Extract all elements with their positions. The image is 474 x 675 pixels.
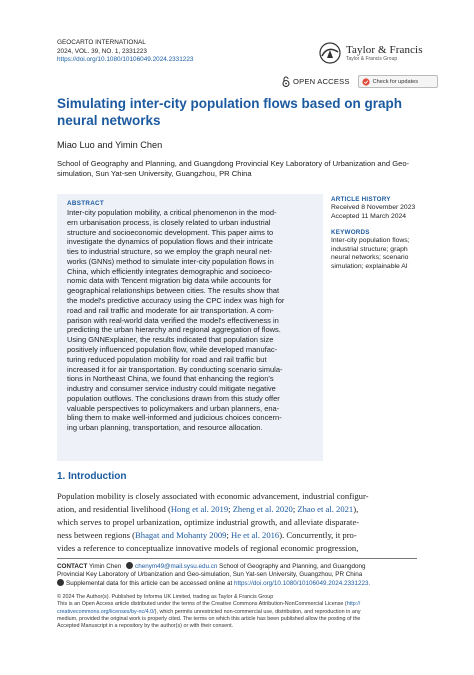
keywords-line: simulation; explainable AI bbox=[331, 262, 408, 270]
supplemental-line: Supplemental data for this article can be accessed online at https://doi.org/10.1080/10106049.2024.2331223. bbox=[57, 579, 429, 588]
article-title: Simulating inter-city population flows based on graph neural networks bbox=[57, 96, 403, 128]
license-line: creativecommons.org/licenses/by-nc/4.0/), which permits unrestricted non-commercial use, distribution, and reproduction in any bbox=[57, 608, 361, 615]
citation-link[interactable]: Hong et al. 2019 bbox=[170, 504, 229, 515]
abstract-line: bling them to make well-informed and judicious choices concern- bbox=[67, 413, 282, 423]
contact-address-b: Provincial Key Laboratory of Urbanization and Geo-simulation, Sun Yat-sen University, Guangzhou, PR China bbox=[57, 571, 363, 579]
abstract-line: industry and consumer service industry could mitigate negative bbox=[67, 384, 276, 394]
citation-link[interactable]: He et al. 2016 bbox=[231, 530, 280, 541]
intro-line: ation, and residential livelihood (Hong et al. 2019; Zheng et al. 2020; Zhao et al. 2021), bbox=[57, 504, 359, 515]
article-sidebar bbox=[331, 196, 431, 271]
license-link[interactable]: creativecommons.org/licenses/by-nc/4.0/ bbox=[57, 608, 155, 615]
abstract-line: ern urbanisation process, is closely related to urban industrial bbox=[67, 217, 271, 227]
article-doi-link[interactable]: https://doi.org/10.1080/10106049.2024.2331223 bbox=[57, 56, 194, 64]
abstract-line: positively influenced population flow, while developed manufac- bbox=[67, 344, 278, 354]
citation-link[interactable]: Bhagat and Mohanty 2009 bbox=[135, 530, 227, 541]
publisher-logo-block bbox=[318, 42, 423, 64]
abstract-line: tions in Northeast China, we found that enhancing the region's bbox=[67, 374, 274, 384]
article-authors: Miao Luo and Yimin Chen bbox=[57, 140, 163, 150]
license-link[interactable]: http:// bbox=[346, 601, 361, 608]
abstract-line: nomic data with Tencent migration big data while accounts for bbox=[67, 276, 272, 286]
contact-block bbox=[57, 562, 429, 589]
introduction-heading: 1. Introduction bbox=[57, 471, 127, 482]
contact-email-link[interactable]: chenym49@mail.sysu.edu.cn bbox=[135, 563, 218, 570]
supplemental-link[interactable]: https://doi.org/10.1080/10106049.2024.2331223. bbox=[234, 580, 371, 588]
citation-link[interactable]: Zhao et al. 2021 bbox=[297, 504, 354, 515]
abstract-line: structure and socioeconomic development. This paper aims to bbox=[67, 227, 274, 237]
keywords-line: Inter-city population flows; bbox=[331, 237, 410, 244]
journal-meta bbox=[57, 39, 193, 65]
abstract-line: valuable perspectives to policymakers and urban planners, ena- bbox=[67, 403, 280, 413]
open-access-badge bbox=[282, 76, 350, 87]
contact-name: Yimin Chen bbox=[88, 563, 122, 570]
abstract-line: Inter-city population mobility, a critical phenomenon in the mod- bbox=[67, 208, 277, 217]
introduction-body bbox=[57, 490, 417, 555]
author-affiliation: School of Geography and Planning, and Guangdong Provincial Key Laboratory of Urbanization and Geo-simulation, Sun Yat-sen University, Guangzhou, PR China bbox=[57, 159, 410, 179]
abstract-line: Using GNNExplainer, the results indicated that population size bbox=[67, 335, 274, 345]
abstract-line: the model's predictive accuracy using the CPC index was high for bbox=[67, 296, 285, 306]
abstract-line: ing urban planning, transportation, and resource allocation. bbox=[67, 423, 263, 433]
abstract-line: works (GNNs) method to simulate inter-city population flows in bbox=[67, 256, 274, 266]
open-access-label: OPEN ACCESS bbox=[293, 77, 350, 86]
open-access-lock-icon bbox=[282, 76, 290, 87]
abstract-line: geographical relationships between cities. The results show that bbox=[67, 286, 280, 296]
journal-name: GEOCARTO INTERNATIONAL bbox=[57, 39, 146, 46]
abstract-line: parison with real-world data verified the model's effectiveness in bbox=[67, 315, 279, 325]
check-updates-label: Check for updates bbox=[372, 78, 419, 85]
abstract-line: China, which efficiently integrates demographic and socioeco- bbox=[67, 266, 273, 276]
keywords-line: neural networks; scenario bbox=[331, 254, 409, 261]
abstract-box bbox=[57, 194, 323, 461]
contact-label: CONTACT bbox=[57, 563, 88, 570]
citation-link[interactable]: Zheng et al. 2020 bbox=[232, 504, 293, 515]
supplemental-data-icon bbox=[57, 579, 64, 586]
intro-line: ness between regions (Bhagat and Mohanty 2009; He et al. 2016). Concurrently, it pro- bbox=[57, 530, 357, 541]
access-row bbox=[282, 75, 438, 88]
footer-divider bbox=[57, 558, 417, 559]
abstract-line: predicting the urban hierarchy and regional aggregation of flows. bbox=[67, 325, 281, 335]
intro-line: vides a reference to conceptualize innovative models of regional economic progression, bbox=[57, 543, 359, 554]
license-line: Accepted Manuscript in a repository by the author(s) or with their consent. bbox=[57, 623, 234, 630]
abstract-text bbox=[67, 208, 315, 433]
abstract-line: road and rail traffic and moderate for air transportation. A com- bbox=[67, 305, 274, 315]
keywords-line: industrial structure; graph bbox=[331, 245, 408, 253]
journal-volume: 2024, VOL. 39, NO. 1, 2331223 bbox=[57, 47, 147, 55]
publisher-name: Taylor & Francis bbox=[346, 44, 423, 56]
license-line: This is an Open Access article distributed under the terms of the Creative Commons Attribution-NonCommercial License (http:// bbox=[57, 601, 361, 608]
abstract-heading: ABSTRACT bbox=[67, 200, 105, 207]
contact-address-a: School of Geography and Planning, and Guangdong bbox=[219, 563, 366, 570]
check-for-updates-button[interactable] bbox=[358, 75, 438, 88]
publisher-tagline: Taylor & Francis Group bbox=[346, 56, 398, 62]
abstract-line: investigate the dynamics of population flows and their intricate bbox=[67, 237, 273, 247]
accepted-date: Accepted 11 March 2024 bbox=[331, 212, 407, 220]
intro-line: Population mobility is closely associated with economic advancement, industrial configur- bbox=[57, 491, 369, 501]
intro-line: which serves to propel urbanization, optimize industrial growth, and alleviate disparate- bbox=[57, 517, 360, 528]
taylor-francis-logo-icon bbox=[318, 42, 342, 64]
abstract-line: population outflows. The conclusions drawn from this study offer bbox=[67, 393, 280, 403]
copyright-line: © 2024 The Author(s). Published by Informa UK Limited, trading as Taylor & Francis Group bbox=[57, 594, 274, 600]
keywords-heading: KEYWORDS bbox=[331, 229, 370, 236]
license-line: medium, provided the original work is properly cited. The terms on which this article has been published allow the posting of the bbox=[57, 615, 361, 622]
copyright-block bbox=[57, 594, 429, 630]
email-icon bbox=[126, 562, 133, 569]
abstract-line: turing reduced population mobility for road and rail traffic but bbox=[67, 354, 267, 364]
contact-line bbox=[57, 562, 429, 571]
abstract-line: increased it for air transportation. By conducting scenario simula- bbox=[67, 364, 283, 374]
abstract-line: ties to industrial structure, so we employ the graph neural net- bbox=[67, 247, 273, 257]
check-updates-icon bbox=[362, 78, 370, 86]
received-date: Received 8 November 2023 bbox=[331, 204, 416, 211]
article-history-heading: ARTICLE HISTORY bbox=[331, 196, 391, 203]
